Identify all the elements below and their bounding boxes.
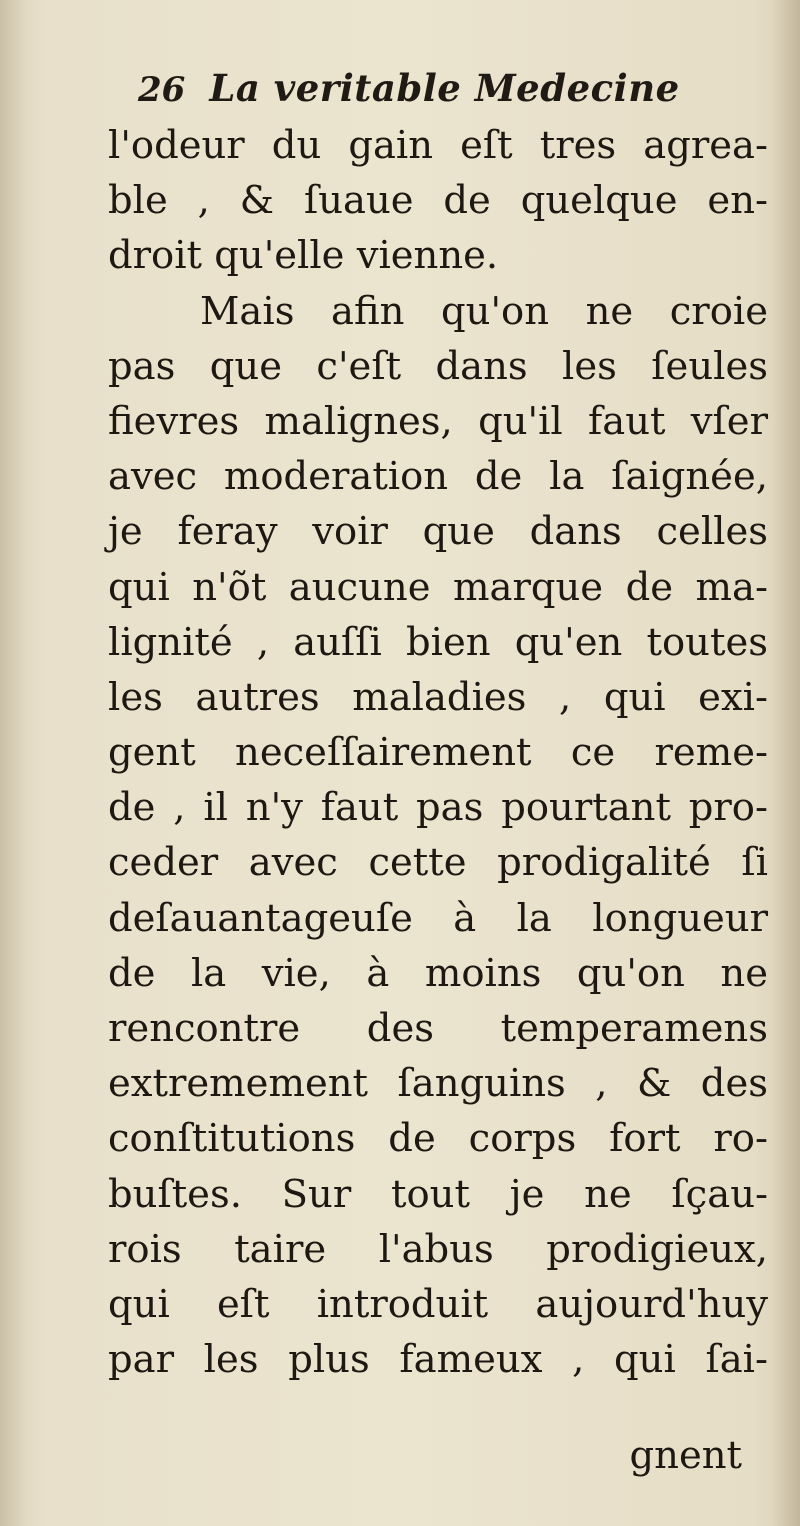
text-line: droit qu'elle vienne. (108, 233, 499, 279)
text-line: l'odeur du gain eſt tres agrea- (108, 123, 768, 168)
text-line: de , il n'y faut pas pourtant pro- (108, 785, 768, 831)
running-title: La veritable Medecine (209, 66, 680, 110)
text-line: gent neceſſairement ce reme- (108, 730, 768, 776)
text-line: de la vie, à moins qu'on ne (108, 950, 768, 996)
text-line: ble , & ſuaue de quelque en- (108, 178, 768, 224)
text-line: lignité , auſſi bien qu'en toutes (108, 619, 768, 665)
text-line: conſtitutions de corps fort ro- (108, 1116, 768, 1162)
page-number: 26 (138, 70, 186, 110)
page-right-edge-shadow (772, 0, 800, 1526)
text-line: ceder avec cette prodigalité ſi (108, 840, 768, 886)
text-line: avec moderation de la ſaignée, (108, 454, 768, 500)
text-line: rois taire l'abus prodigieux, (108, 1226, 768, 1272)
text-line: je feray voir que dans celles (108, 509, 768, 555)
body-text (108, 118, 768, 1387)
text-line: qui n'õt aucune marque de ma- (108, 564, 768, 610)
text-line: les autres maladies , qui exi- (108, 674, 768, 720)
paragraph-first-line: Mais afin qu'on ne croie (200, 288, 768, 334)
text-line: par les plus fameux , qui ſai- (108, 1337, 768, 1383)
catchword: gnent (629, 1433, 742, 1478)
page-left-edge-shadow (0, 0, 28, 1526)
text-line: deſauantageuſe à la longueur (108, 895, 768, 941)
text-line: qui eſt introduit aujourd'huy (108, 1281, 768, 1327)
text-line: fievres malignes, qu'il faut vſer (108, 398, 768, 444)
text-line: pas que c'eſt dans les ſeules (108, 343, 768, 389)
text-line: extremement ſanguins , & des (108, 1061, 768, 1107)
text-line: buſtes. Sur tout je ne ſçau- (108, 1171, 768, 1217)
running-head (138, 66, 680, 122)
text-line: rencontre des temperamens (108, 1006, 768, 1051)
